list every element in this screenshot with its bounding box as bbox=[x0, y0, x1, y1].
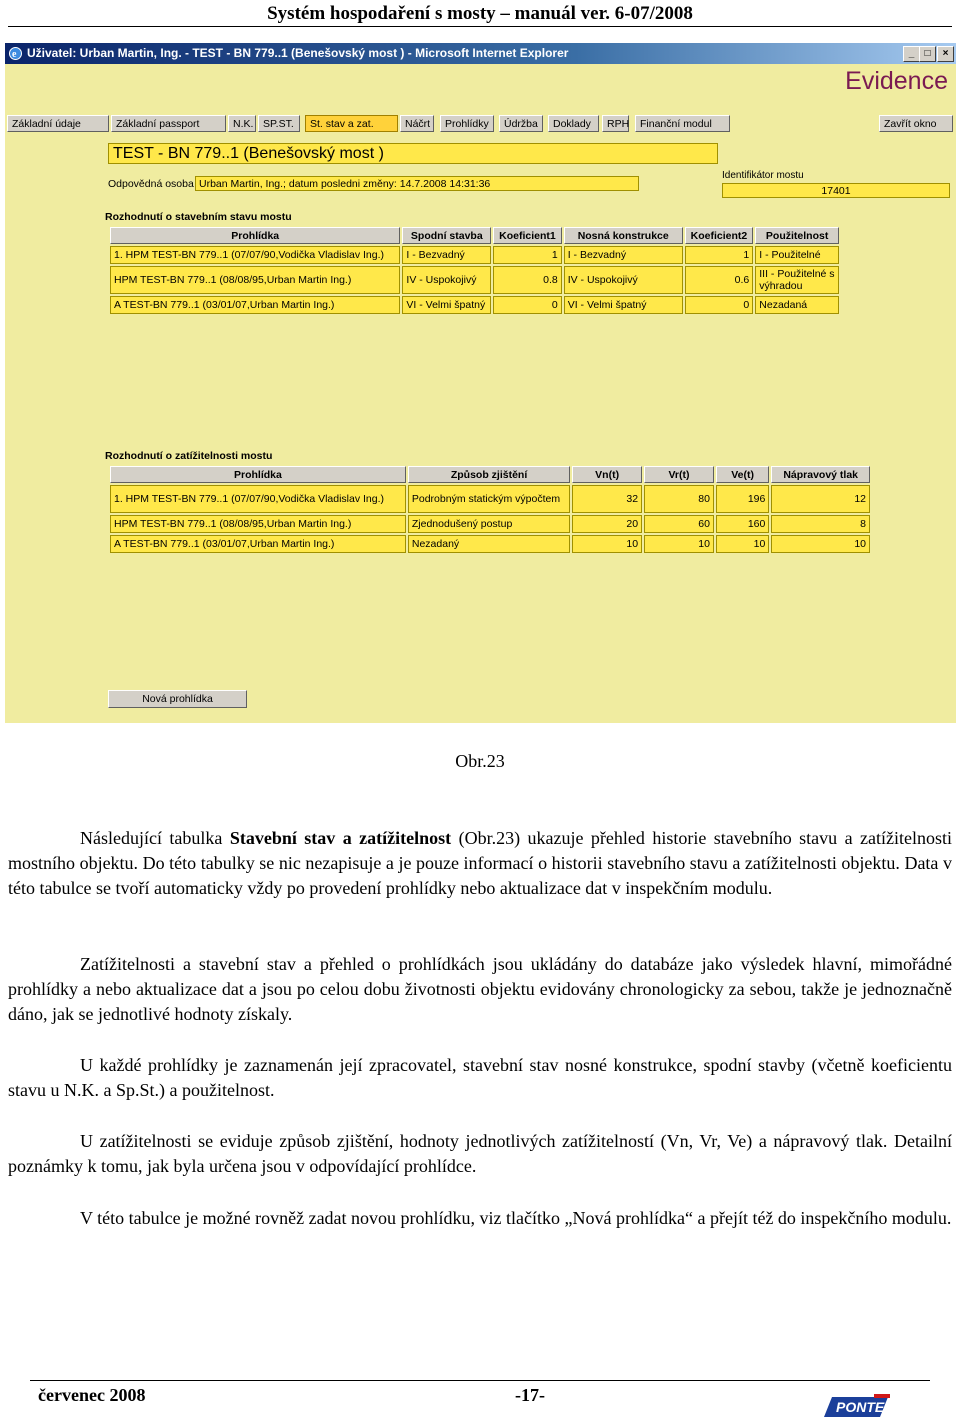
coefficient2-cell: 0 bbox=[685, 296, 754, 314]
table-row[interactable] bbox=[110, 485, 870, 513]
column-header[interactable]: Nosná konstrukce bbox=[564, 227, 683, 244]
axle-load-cell: 10 bbox=[771, 535, 870, 553]
vn-cell: 32 bbox=[572, 485, 642, 513]
usability-cell: I - Použitelné bbox=[755, 246, 839, 264]
column-header[interactable]: Nápravový tlak bbox=[771, 466, 870, 483]
menu-financni-modul[interactable]: Finanční modul bbox=[635, 115, 730, 132]
close-window-button[interactable]: × bbox=[937, 46, 954, 62]
paragraph-2-text: Zatížitelnosti a stavební stav a přehled o prohlídkách jsou ukládány do databáze jako výsledek hlavní, mimořádné prohlídky a nebo aktualizace dat a jsou po celou dobu životnosti objektu evidovány chronologicky za sebou, takže je jednoznačně dáno, jak se jednotlivé hodnoty získaly. bbox=[8, 954, 952, 1024]
footer-rule bbox=[30, 1380, 930, 1381]
column-header[interactable]: Prohlídka bbox=[110, 466, 406, 483]
vr-cell: 60 bbox=[644, 515, 714, 533]
column-header[interactable]: Koeficient2 bbox=[685, 227, 754, 244]
axle-load-cell: 12 bbox=[771, 485, 870, 513]
vn-cell: 10 bbox=[572, 535, 642, 553]
paragraph-5 bbox=[8, 1206, 952, 1231]
column-header[interactable]: Vr(t) bbox=[644, 466, 714, 483]
paragraph-2 bbox=[8, 952, 952, 1027]
table-row[interactable] bbox=[110, 296, 839, 314]
inspection-cell: A TEST-BN 779..1 (03/01/07,Urban Martin Ing.) bbox=[110, 535, 406, 553]
load-capacity-table bbox=[108, 464, 872, 555]
paragraph-1-start: Následující tabulka bbox=[80, 828, 230, 848]
table-row[interactable] bbox=[110, 515, 870, 533]
window-title: Uživatel: Urban Martin, Ing. - TEST - BN 779..1 (Benešovský most ) - Microsoft Internet Explorer bbox=[27, 46, 569, 60]
paragraph-4 bbox=[8, 1129, 952, 1179]
coefficient1-cell: 0 bbox=[493, 296, 562, 314]
paragraph-1 bbox=[8, 826, 952, 901]
substructure-cell: I - Bezvadný bbox=[402, 246, 491, 264]
column-header[interactable]: Spodní stavba bbox=[402, 227, 491, 244]
menu-doklady[interactable]: Doklady bbox=[548, 115, 599, 132]
menu-rph[interactable]: RPH bbox=[602, 115, 629, 132]
inspection-cell: HPM TEST-BN 779..1 (08/08/95,Urban Martin Ing.) bbox=[110, 515, 406, 533]
bridge-name-field: TEST - BN 779..1 (Benešovský most ) bbox=[108, 143, 718, 164]
module-brand: Evidence bbox=[845, 67, 948, 95]
figure-caption: Obr.23 bbox=[455, 751, 505, 771]
substructure-cell: VI - Velmi špatný bbox=[402, 296, 491, 314]
paragraph-4-text: U zatížitelnosti se eviduje způsob zjištění, hodnoty jednotlivých zatížitelností (Vn, Vr, Ve) a nápravový tlak. Detailní poznámky k tomu, jak byla určena jsou v odpovídající prohlídce. bbox=[8, 1131, 952, 1176]
table-row[interactable] bbox=[110, 535, 870, 553]
table-row[interactable] bbox=[110, 266, 839, 294]
close-module-button[interactable]: Zavřít okno bbox=[879, 115, 953, 132]
method-cell: Podrobným statickým výpočtem bbox=[408, 485, 570, 513]
module-menubar bbox=[5, 112, 956, 136]
paragraph-3-text: U každé prohlídky je zaznamenán její zpracovatel, stavební stav nosné konstrukce, spodní stavby (včetně koeficientu stavu u N.K. a Sp.St.) a použitelnost. bbox=[8, 1055, 952, 1100]
condition-section-title: Rozhodnutí o stavebním stavu mostu bbox=[105, 211, 292, 223]
footer-date: červenec 2008 bbox=[38, 1385, 146, 1405]
vr-cell: 10 bbox=[644, 535, 714, 553]
page-number: -17- bbox=[515, 1385, 545, 1405]
ve-cell: 160 bbox=[716, 515, 769, 533]
window-titlebar bbox=[5, 43, 956, 64]
ve-cell: 10 bbox=[716, 535, 769, 553]
svg-text:e: e bbox=[12, 49, 17, 60]
column-header[interactable]: Použitelnost bbox=[755, 227, 839, 244]
inspection-cell: HPM TEST-BN 779..1 (08/08/95,Urban Martin Ing.) bbox=[110, 266, 400, 294]
menu-zakladni-udaje[interactable]: Základní údaje bbox=[7, 115, 109, 132]
condition-table bbox=[108, 225, 841, 316]
paragraph-3 bbox=[8, 1053, 952, 1103]
document-header: Systém hospodaření s mosty – manuál ver. 6-07/2008 bbox=[267, 3, 693, 24]
menu-spst[interactable]: SP.ST. bbox=[258, 115, 300, 132]
usability-cell: III - Použitelné s výhradou bbox=[755, 266, 839, 294]
menu-prohlidky[interactable]: Prohlídky bbox=[440, 115, 494, 132]
column-header[interactable]: Prohlídka bbox=[110, 227, 400, 244]
table-name-bold: Stavební stav a zatížitelnost bbox=[229, 828, 452, 848]
vn-cell: 20 bbox=[572, 515, 642, 533]
coefficient1-cell: 1 bbox=[493, 246, 562, 264]
superstructure-cell: I - Bezvadný bbox=[564, 246, 683, 264]
axle-load-cell: 8 bbox=[771, 515, 870, 533]
internet-explorer-icon bbox=[8, 46, 23, 61]
vr-cell: 80 bbox=[644, 485, 714, 513]
substructure-cell: IV - Uspokojivý bbox=[402, 266, 491, 294]
menu-st-stav-a-zat[interactable]: St. stav a zat. bbox=[305, 115, 398, 132]
maximize-button[interactable]: □ bbox=[919, 46, 936, 62]
responsible-value: Urban Martin, Ing.; datum posledni změny: 14.7.2008 14:31:36 bbox=[195, 176, 639, 191]
paragraph-1-rest: (Obr.23) ukazuje přehled historie stavebního stavu a zatížitelnosti mostního objektu. Do této tabulky se nic nezapisuje a je pouze informací o historii stavebního stavu a zatížitelnosti objektu. Data v této tabulce se tvoří automaticky vždy po provedení prohlídky nebo aktualizace dat v inspekčním modulu. bbox=[8, 828, 952, 898]
column-header[interactable]: Způsob zjištění bbox=[408, 466, 570, 483]
responsible-label: Odpovědná osoba bbox=[108, 178, 194, 190]
load-section-title: Rozhodnutí o zatížitelnosti mostu bbox=[105, 450, 273, 462]
menu-nacrt[interactable]: Náčrt bbox=[400, 115, 434, 132]
column-header[interactable]: Koeficient1 bbox=[493, 227, 562, 244]
svg-text:PONTEX: PONTEX bbox=[836, 1399, 894, 1415]
pontex-logo bbox=[822, 1393, 894, 1419]
coefficient1-cell: 0.8 bbox=[493, 266, 562, 294]
menu-nk[interactable]: N.K. bbox=[228, 115, 256, 132]
new-inspection-button[interactable]: Nová prohlídka bbox=[108, 690, 247, 708]
inspection-cell: A TEST-BN 779..1 (03/01/07,Urban Martin Ing.) bbox=[110, 296, 400, 314]
column-header[interactable]: Vn(t) bbox=[572, 466, 642, 483]
coefficient2-cell: 1 bbox=[685, 246, 754, 264]
coefficient2-cell: 0.6 bbox=[685, 266, 754, 294]
ve-cell: 196 bbox=[716, 485, 769, 513]
bridge-id-value: 17401 bbox=[722, 183, 950, 198]
paragraph-5-text: V této tabulce je možné rovněž zadat novou prohlídku, viz tlačítko „Nová prohlídka“ a přejít též do inspekčního modulu. bbox=[80, 1208, 952, 1228]
bridge-id-label: Identifikátor mostu bbox=[722, 170, 804, 181]
method-cell: Nezadaný bbox=[408, 535, 570, 553]
column-header[interactable]: Ve(t) bbox=[716, 466, 769, 483]
inspection-cell: 1. HPM TEST-BN 779..1 (07/07/90,Vodička Vladislav Ing.) bbox=[110, 246, 400, 264]
table-row[interactable] bbox=[110, 246, 839, 264]
header-rule bbox=[8, 26, 952, 27]
application-screenshot bbox=[5, 43, 956, 723]
inspection-cell: 1. HPM TEST-BN 779..1 (07/07/90,Vodička Vladislav Ing.) bbox=[110, 485, 406, 513]
minimize-button[interactable]: _ bbox=[903, 46, 920, 62]
superstructure-cell: IV - Uspokojivý bbox=[564, 266, 683, 294]
menu-zakladni-passport[interactable]: Základní passport bbox=[111, 115, 226, 132]
method-cell: Zjednodušený postup bbox=[408, 515, 570, 533]
superstructure-cell: VI - Velmi špatný bbox=[564, 296, 683, 314]
menu-udrzba[interactable]: Údržba bbox=[499, 115, 543, 132]
usability-cell: Nezadaná bbox=[755, 296, 839, 314]
